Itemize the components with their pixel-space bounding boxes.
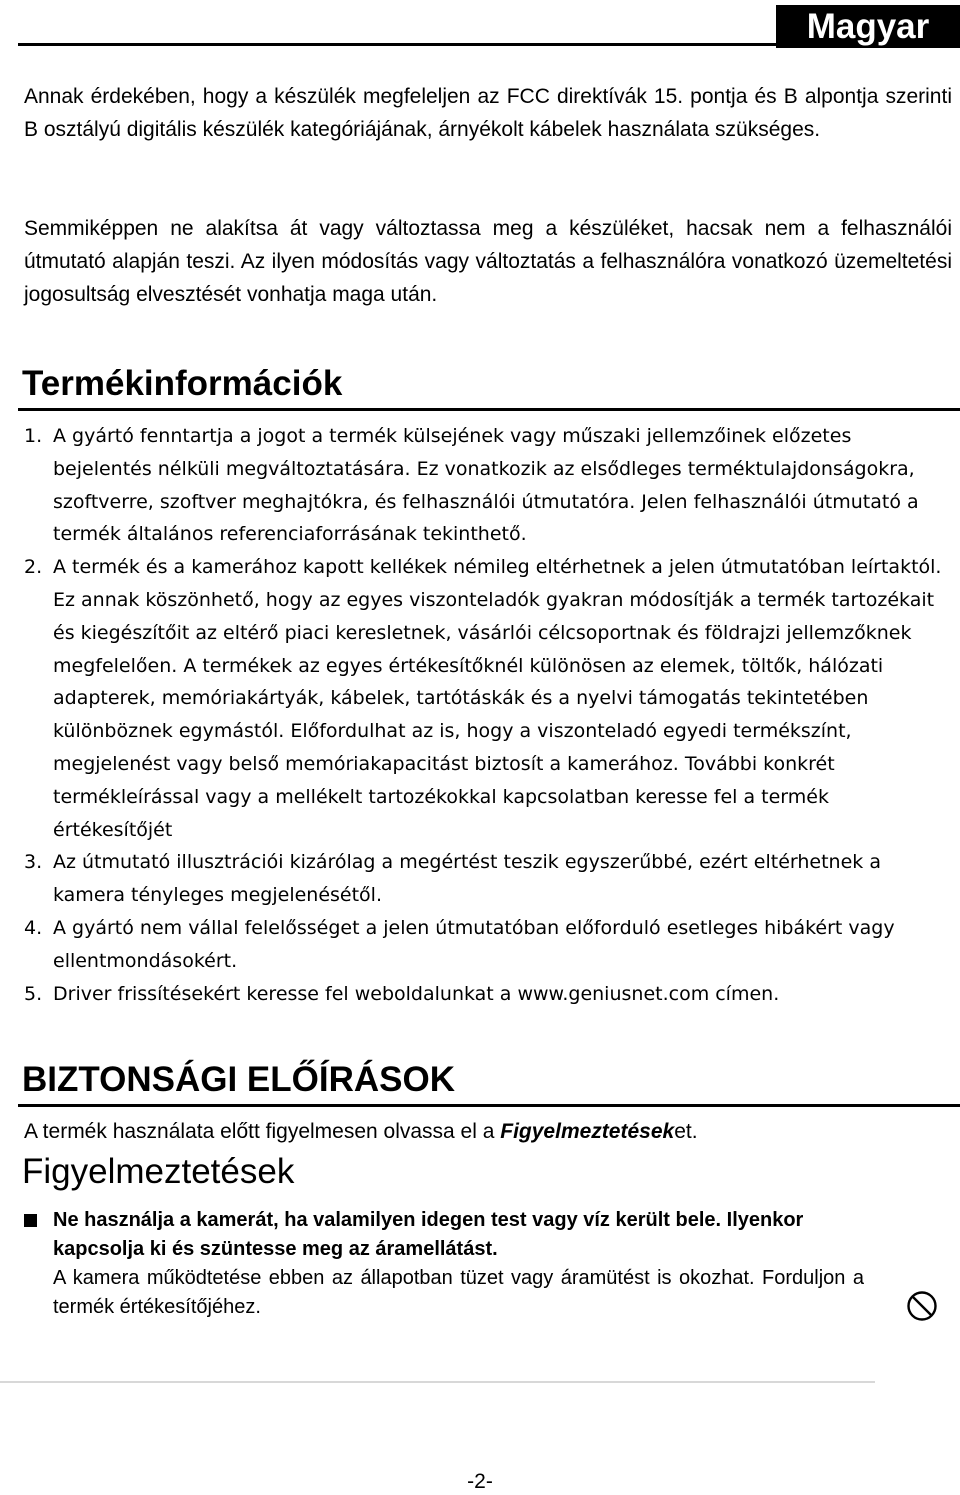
intro-paragraph-fcc: Annak érdekében, hogy a készülék megfeleljen az FCC direktívák 15. pontja és B alpontja szerinti B osztályú digitális készülék kategóriájának, árnyékolt kábelek használata szükséges. <box>24 85 952 141</box>
list-item-number: 5. <box>24 982 43 1005</box>
list-item <box>24 551 954 846</box>
warning-text: A kamera működtetése ebben az állapotban tüzet vagy áramütést is okozhat. Forduljon a termék értékesítőjéhez. <box>53 1267 864 1318</box>
square-bullet-icon <box>24 1214 37 1227</box>
list-item-text: A gyártó nem vállal felelősséget a jelen útmutatóban előforduló esetleges hibákért vagy ellentmondásokért. <box>53 916 895 972</box>
list-item-text: A gyártó fenntartja a jogot a termék külsejének vagy műszaki jellemzőinek előzetes bejelentés nélküli megváltoztatására. Ez vonatkozik az elsődleges terméktulajdonságokra, szoftverre, szoftver meghajtókra, és felhasználói útmutatóra. Jelen felhasználói útmutató a termék általános referenciaforrásának tekinthető. <box>53 425 919 546</box>
list-item <box>24 912 954 978</box>
list-item-number: 4. <box>24 916 43 939</box>
product-info-rule <box>18 408 960 411</box>
page-number: -2- <box>467 1470 493 1493</box>
list-item <box>24 978 954 1011</box>
safety-intro-text: A termék használata előtt figyelmesen olvassa el a <box>24 1120 501 1143</box>
list-item-text: Driver frissítésekért keresse fel weboldalunkat a www.geniusnet.com címen. <box>53 982 780 1005</box>
list-item-number: 3. <box>24 851 43 874</box>
list-item <box>24 846 954 912</box>
safety-rule <box>18 1104 960 1107</box>
safety-intro-emphasis: Figyelmeztetések <box>500 1120 675 1143</box>
list-item <box>24 420 954 551</box>
intro-paragraph-modification: Semmiképpen ne alakítsa át vagy változtassa meg a készüléket, hacsak nem a felhasználói útmutató alapján teszi. Az ilyen módosítás vagy változtatás a felhasználóra vonatkozó üzemeltetési jogosultság elvesztését vonhatja maga után. <box>24 217 952 306</box>
product-info-heading: Termékinformációk <box>22 364 343 403</box>
language-badge: Magyar <box>776 5 960 48</box>
safety-intro-suffix: et. <box>674 1120 698 1143</box>
list-item-text: A termék és a kamerához kapott kellékek némileg eltérhetnek a jelen útmutatóban leírtaktól. Ez annak köszönhető, hogy az egyes viszonteladók gyakran módosítják a termék tartozékait és kiegészítőit az eltérő piaci keresletnek, vásárlói célcsoportnak és földrajzi jellemzőknek megfelelően. A termékek az egyes értékesítőknél különösen az elemek, töltők, hálózati adapterek, memóriakártyák, kábelek, tartótáskák és a nyelvi támogatás tekintetében különböznek egymástól. Előfordulhat az is, hogy a viszonteladó egyedi termékszínt, megjelenést vagy belső memóriakapacitást biztosít a kamerához. További konkrét termékleírással vagy a mellékelt tartozékokkal kapcsolatban keresse fel a termék értékesítőjét <box>53 556 942 841</box>
safety-intro <box>24 1120 698 1144</box>
list-item-number: 2. <box>24 556 43 579</box>
warning-item <box>24 1206 864 1322</box>
list-item-text: Az útmutató illusztrációi kizárólag a megértést teszik egyszerűbbé, ezért eltérhetnek a kamera tényleges megjelenésétől. <box>53 851 881 907</box>
warnings-heading: Figyelmeztetések <box>22 1152 295 1191</box>
list-item-number: 1. <box>24 425 43 447</box>
footer-rule <box>0 1381 875 1383</box>
product-info-list <box>24 420 954 1010</box>
safety-heading: BIZTONSÁGI ELŐÍRÁSOK <box>22 1060 455 1099</box>
prohibition-icon <box>906 1290 938 1322</box>
warning-bold-text: Ne használja a kamerát, ha valamilyen idegen test vagy víz került bele. Ilyenkor kapcsolja ki és szüntesse meg az áramellátást. <box>53 1209 804 1260</box>
